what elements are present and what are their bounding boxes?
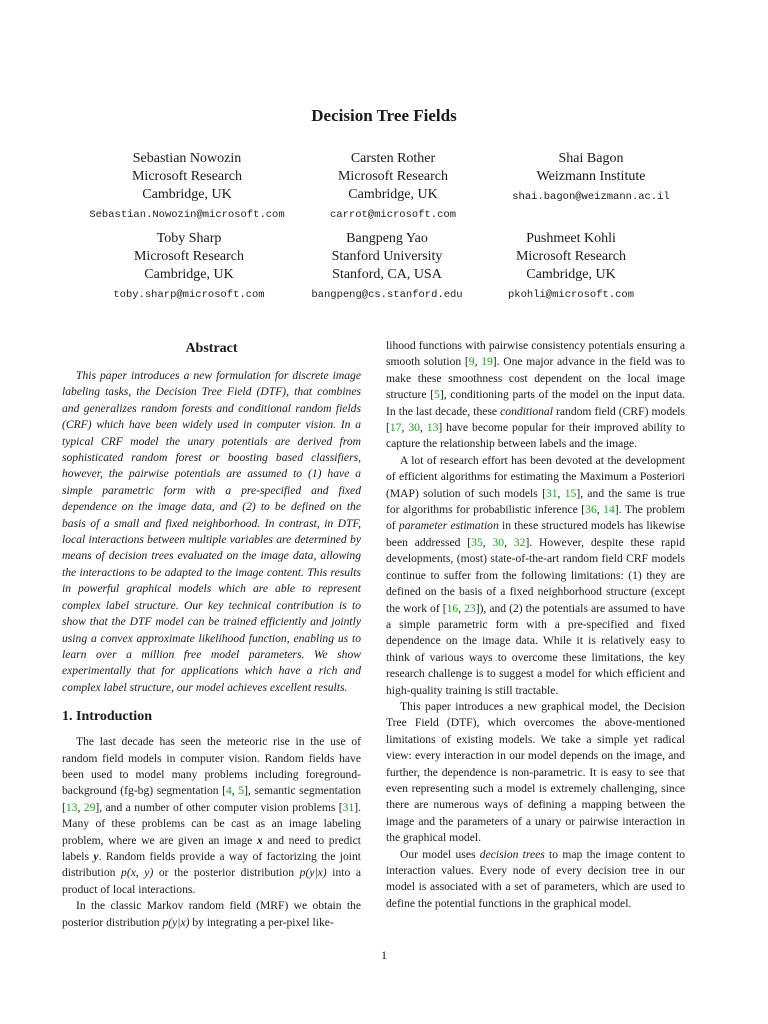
citation-link[interactable]: 19 bbox=[481, 355, 493, 369]
page-number: 1 bbox=[381, 948, 387, 962]
intro-paragraph-2-continued: lihood functions with pairwise consistency potentials ensuring a smooth solution [9, 19]. One major advance in the field was to make these smoothness cost dependent on the local image structure [5], conditioning parts of the model on the input data. In the last decade, these conditional random field (CRF) models [17, 30, 13] have become popular for their improved ability to capture the relationship between labels and the image. bbox=[386, 339, 686, 451]
citation-link[interactable]: 35 bbox=[471, 535, 483, 549]
math-posterior: p(y|x) bbox=[299, 866, 327, 880]
citation-link[interactable]: 5 bbox=[238, 784, 245, 798]
paper-title: Decision Tree Fields bbox=[311, 106, 457, 125]
citation-link[interactable]: 14 bbox=[603, 503, 615, 517]
citation-link[interactable]: 15 bbox=[564, 486, 577, 500]
author-name: Shai Bagon bbox=[558, 151, 624, 166]
author-email[interactable]: carrot@microsoft.com bbox=[329, 209, 457, 221]
author-affiliation: Microsoft Research bbox=[515, 249, 627, 264]
author-affiliation: Microsoft Research bbox=[131, 169, 243, 184]
citation-link[interactable]: 9 bbox=[468, 355, 475, 369]
emphasis: conditional bbox=[500, 404, 553, 418]
author-name: Pushmeet Kohli bbox=[526, 231, 616, 246]
author-email[interactable]: bangpeng@cs.stanford.edu bbox=[311, 289, 463, 301]
author-name: Bangpeng Yao bbox=[346, 231, 428, 246]
intro-paragraph-5: Our model uses decision trees to map the image content to interaction values. Every node of every decision tree in our model is associated with a set of parameters, which are used to define the potential functions in the graphical model. bbox=[386, 847, 685, 910]
author-name: Toby Sharp bbox=[156, 231, 222, 246]
author-name: Carsten Rother bbox=[350, 151, 436, 166]
citation-link[interactable]: 13 bbox=[65, 800, 78, 814]
author-affiliation: Microsoft Research bbox=[133, 249, 245, 264]
author-location: Cambridge, UK bbox=[144, 267, 234, 282]
emphasis: decision trees bbox=[479, 847, 545, 861]
author-email[interactable]: toby.sharp@microsoft.com bbox=[113, 289, 265, 301]
author-affiliation: Weizmann Institute bbox=[536, 169, 646, 184]
intro-paragraph-3: A lot of research effort has been devoted at the development of efficient algorithms for estimating the Maximum a Posteriori (MAP) solution of such models [31, 15], and the same is true for algorithms for probabilistic inference [36, 14]. The problem of parameter estimation in these structured models has likewise been addressed [35, 30, 32]. However, despite these rapid developments, (most) state-of-the-art random field CRF models continue to suffer from the following limitations: (1) they are defined on the basis of a fixed neighborhood structure (except the work of [16, 23]), and (2) the potentials are assumed to have a simple parametric form with a pre-specified and fixed dependence on the image data. While it is relatively easy to think of various ways to overcome these limitations, the key research challenge is to suggest a model for which efficient and high-quality training is still tractable. bbox=[386, 453, 686, 697]
right-column bbox=[386, 338, 685, 912]
section-heading-introduction: 1. Introduction bbox=[62, 709, 152, 725]
text-fragment: lihood functions with pairwise consistency potentials ensuring a smooth solution [ bbox=[386, 339, 685, 369]
citation-link[interactable]: 17 bbox=[389, 421, 402, 435]
citation-link[interactable]: 31 bbox=[342, 800, 355, 814]
citation-link[interactable]: 5 bbox=[434, 388, 440, 402]
author-location: Stanford, CA, USA bbox=[332, 267, 442, 282]
citation-link[interactable]: 30 bbox=[408, 421, 420, 435]
author-email[interactable]: Sebastian.Nowozin@microsoft.com bbox=[89, 209, 285, 221]
author-card bbox=[451, 230, 691, 302]
citation-link[interactable]: 13 bbox=[426, 421, 439, 435]
math-joint: p(x, y) bbox=[121, 866, 154, 880]
author-name: Sebastian Nowozin bbox=[132, 151, 242, 166]
math-y: y bbox=[93, 849, 99, 863]
math-x: x bbox=[256, 833, 263, 847]
author-email[interactable]: pkohli@microsoft.com bbox=[507, 289, 635, 301]
text-fragment: by integrating a per-pixel like- bbox=[189, 915, 334, 929]
citation-link[interactable]: 30 bbox=[492, 535, 505, 549]
author-location: Cambridge, UK bbox=[142, 187, 232, 202]
math-posterior: p(y|x) bbox=[162, 915, 190, 929]
author-email[interactable]: shai.bagon@weizmann.ac.il bbox=[512, 191, 670, 203]
author-affiliation: Microsoft Research bbox=[337, 169, 449, 184]
intro-paragraph-2-start: In the classic Markov random field (MRF) we obtain the posterior distribution p(y|x) by integrating a per-pixel like- bbox=[62, 899, 361, 929]
abstract-text: This paper introduces a new formulation for discrete image labeling tasks, the Decision Tree Field (DTF), that combines and generalizes random forests and conditional random fields (CRF) which have been widely used in computer vision. In a typical CRF model the unary potentials are derived from sophisticated random forest or boosting based classifiers, however, the pairwise potentials are assumed to (1) have a simple parametric form with a pre-specified and fixed dependence on the image data, and (2) to be defined on the basis of a small and fixed neighborhood. In contrast, in DTF, local interactions between multiple variables are determined by means of decision trees evaluated on the image data, allowing the interactions to be adapted to the image content. This results in powerful graphical models which are able to represent complex label structure. Our key technical contribution is to show that the DTF model can be trained efficiently and jointly using a convex approximate likelihood function, enabling us to learn over a million free model parameters. We show experimentally that for applications which have a rich and complex label structure, our model achieves excellent results. bbox=[62, 369, 361, 694]
author-location: Cambridge, UK bbox=[526, 267, 616, 282]
citation-link[interactable]: 29 bbox=[83, 800, 96, 814]
citation-link[interactable]: 4 bbox=[225, 784, 232, 798]
author-card bbox=[67, 150, 307, 222]
citation-link[interactable]: 36 bbox=[585, 503, 597, 517]
intro-paragraph-1: The last decade has seen the meteoric rise in the use of random field models in computer vision. Random fields have been used to model many problems including foreground-background (fg-bg) segmentation [4, 5], semantic segmentation [13, 29], and a number of other computer vision problems [31]. Many of these problems can be cast as an image labeling problem, where we are given an image x and need to predict labels y. Random fields provide a way of factorizing the joint distribution p(x, y) or the posterior distribution p(y|x) into a product of local interactions. bbox=[62, 735, 362, 896]
abstract-heading: Abstract bbox=[185, 341, 238, 356]
left-column bbox=[62, 340, 361, 931]
citation-link[interactable]: 16 bbox=[446, 601, 459, 615]
citation-link[interactable]: 32 bbox=[513, 535, 526, 549]
author-card bbox=[471, 150, 711, 204]
citation-link[interactable]: 31 bbox=[545, 486, 558, 500]
author-location: Cambridge, UK bbox=[348, 187, 438, 202]
citation-link[interactable]: 23 bbox=[464, 601, 476, 615]
intro-paragraph-4: This paper introduces a new graphical model, the Decision Tree Field (DTF), which overcomes the above-mentioned limitations of existing models. We take a simple yet radical view: every interaction in our model depends on the image, and further, the dependence is non-parametric. It is easy to see that even representing such a model is extremely challenging, since there are numerous ways of defining a mapping between the image and the parameters of a unary or pairwise interaction in the graphical model. bbox=[386, 699, 685, 845]
author-affiliation: Stanford University bbox=[331, 249, 443, 264]
emphasis: parameter estimation bbox=[398, 519, 499, 533]
